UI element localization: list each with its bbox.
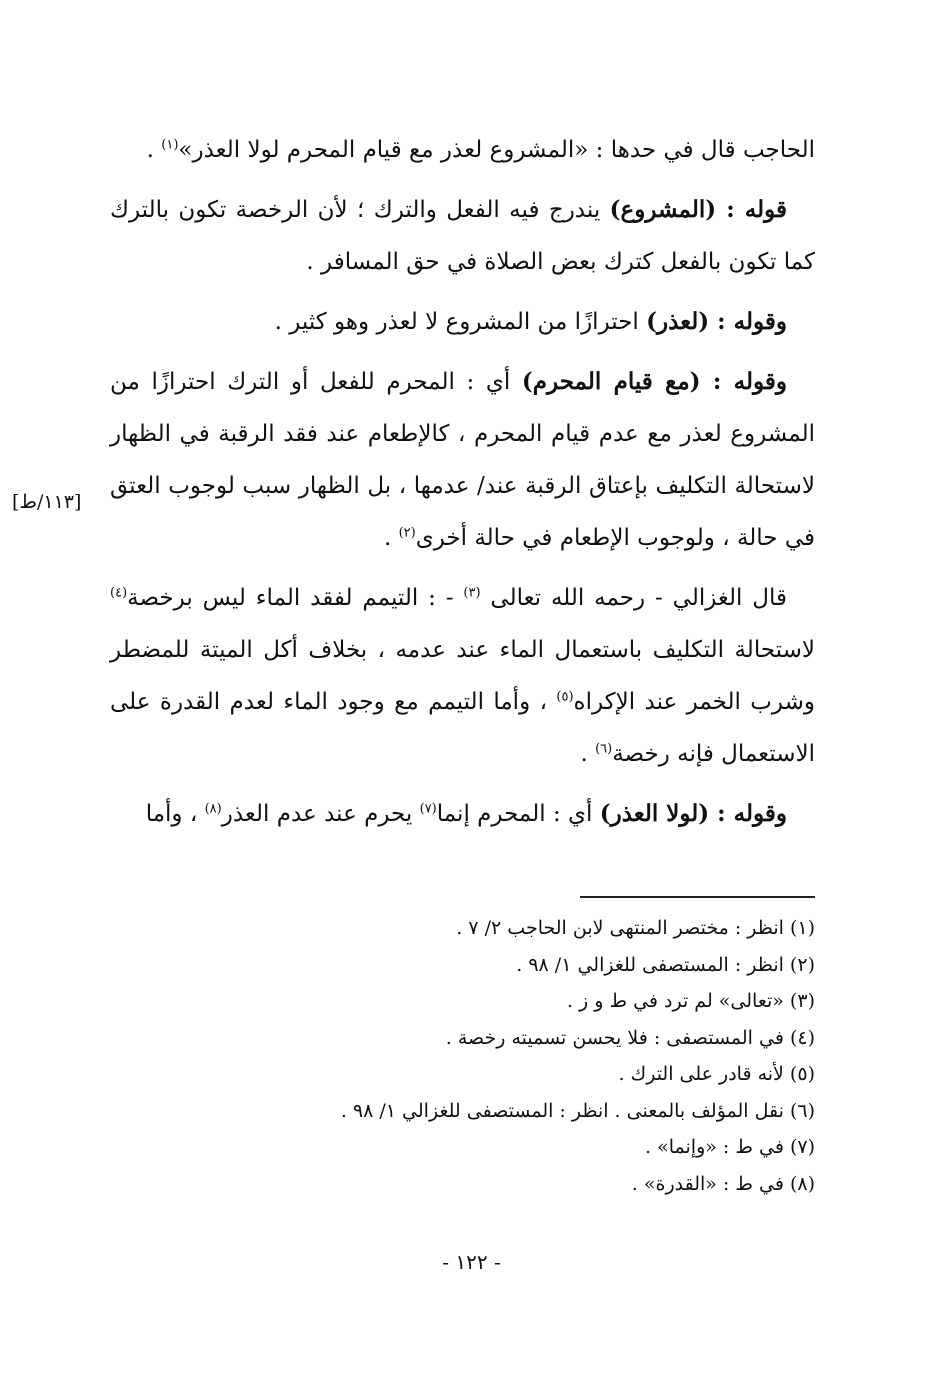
footnotes [110,910,815,1202]
footnote-1: (١) انظر : مختصر المنتهى لابن الحاجب ٢/ ٧ . [456,917,815,939]
paragraph-4 [110,356,815,564]
footnote-reference: (٧) [419,801,437,817]
text-segment: يندرج فيه الفعل والترك ؛ لأن الرخصة تكون بالترك كما تكون بالفعل كترك بعض الصلاة في حق المسافر . [110,197,815,275]
footnote-7: (٧) في ط : «وإنما» . [645,1136,815,1158]
footnote-6: (٦) نقل المؤلف بالمعنى . انظر : المستصفى للغزالي ١/ ٩٨ . [340,1099,815,1122]
footnote-reference: (٢) [398,525,416,541]
text-segment: . [383,525,399,551]
text-segment: ، وأما [145,801,205,827]
footnote-reference: (٣) [463,585,481,601]
quoted-term: وقوله : (لعذر) [646,308,787,335]
footnote-8: (٨) في ط : «القدرة» . [631,1172,815,1195]
page-number: - ١٢٢ - [442,1250,501,1274]
paragraph-6 [110,788,815,840]
footnote-5: (٥) لأنه قادر على الترك . [618,1063,815,1085]
footnote-reference: (٦) [595,741,613,757]
footnote-reference: (٤) [110,585,128,601]
paragraph-2 [110,184,815,288]
footnote-separator [580,896,815,898]
footnote-2: (٢) انظر : المستصفى للغزالي ١/ ٩٨ . [516,953,815,976]
text-segment: أي : المحرم إنما [436,801,600,827]
text-segment: ، وأما التيمم مع وجود الماء لعدم القدرة على الاستعمال فإنه رخصة [110,689,815,767]
footnote-reference: (٨) [204,801,222,817]
text-segment: الحاجب قال في حدها : «المشروع لعذر مع قيام المحرم لولا العذر» [178,137,815,163]
footnote-reference: (١) [161,137,179,153]
main-text [110,124,815,848]
text-segment: . [146,137,162,163]
text-segment: احترازًا من المشروع لا لعذر وهو كثير . [274,309,647,335]
quoted-term: قوله : (المشروع) [609,196,787,223]
quoted-term: وقوله : (لولا العذر) [599,800,787,827]
quoted-term: وقوله : (مع قيام المحرم) [521,368,787,395]
paragraphs-container [110,124,815,840]
text-segment: يحرم عند عدم العذر [221,801,420,827]
text-segment: أي : المحرم للفعل أو الترك احترازًا من المشروع لعذر مع عدم قيام المحرم ، كالإطعام عند فقد الرقبة في الظهار لاستحالة التكليف بإعتاق الرقبة عند/ عدمها ، بل الظهار سبب لوجوب العتق في حالة ، ولوجوب الإطعام في حالة أخرى [110,369,815,551]
margin-page-reference: [١١٣/ط] [12,491,82,513]
footnote-4: (٤) في المستصفى : فلا يحسن تسميته رخصة . [445,1026,815,1049]
footnote-3: (٣) «تعالى» لم ترد في ط و ز . [566,990,815,1012]
paragraph-5 [110,572,815,780]
text-segment: . [580,741,596,767]
footnote-reference: (٥) [556,689,574,705]
text-segment: لاستحالة التكليف باستعمال الماء عند عدمه ، بخلاف أكل الميتة للمضطر وشرب الخمر عند الإكراه [110,637,815,715]
paragraph-3 [110,296,815,348]
text-segment: - : التيمم لفقد الماء ليس برخصة [127,585,464,611]
paragraph-1 [110,124,815,176]
text-segment: قال الغزالي - رحمه الله تعالى [480,585,787,611]
